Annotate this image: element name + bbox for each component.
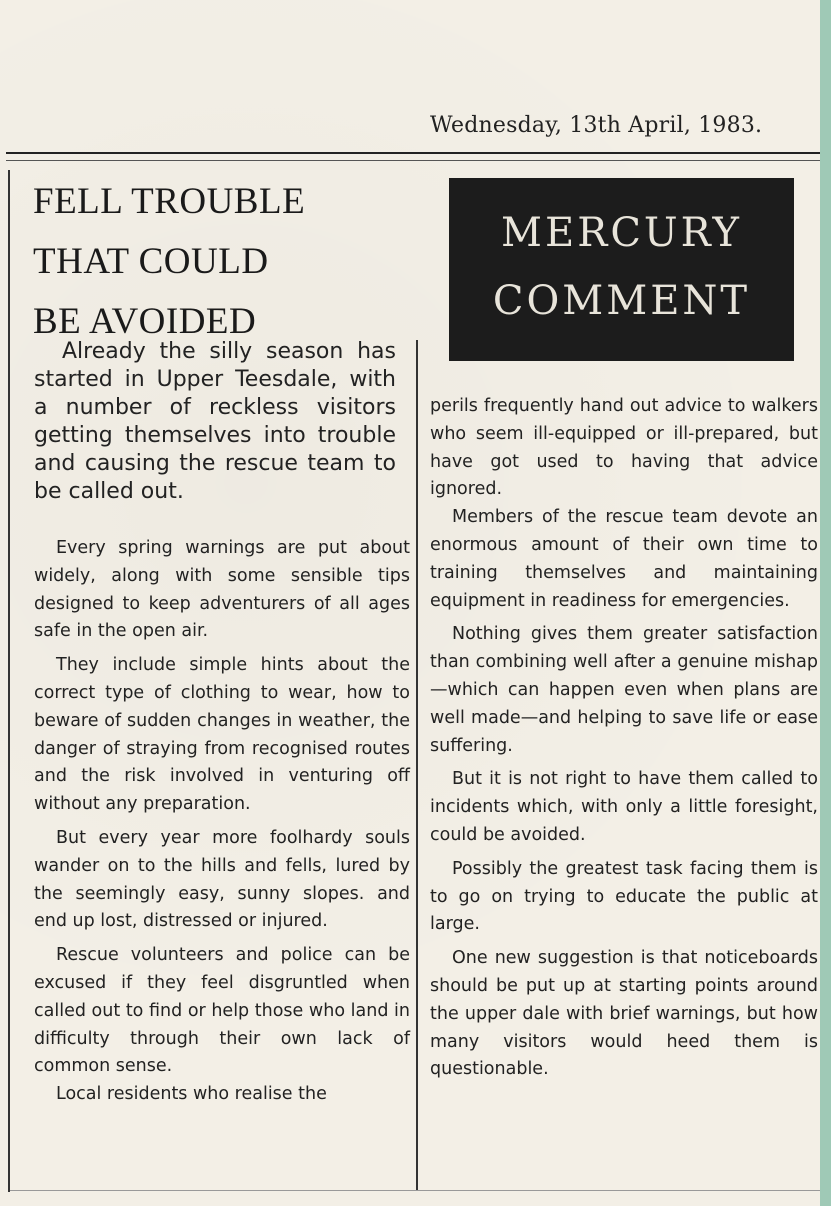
masthead-line-1: MERCURY <box>501 210 742 256</box>
headline-line-1: FELL TROUBLE <box>33 181 306 222</box>
body-paragraph: But every year more foolhardy souls wander on to the hills and fells, lured by the seemingly easy, sunny slopes. and end up lost, distressed or injured. <box>34 827 410 932</box>
lead-text: Already the silly season has started in Upper Teesdale, with a number of reckless visitors getting themselves into trouble and causing the rescue team to be called out. <box>34 339 396 504</box>
body-paragraph: Rescue volunteers and police can be excused if they feel disgruntled when called out to find or help those who land in difficulty through their own lack of common sense. <box>34 945 410 1077</box>
dateline: Wednesday, 13th April, 1983. <box>430 113 763 138</box>
left-column-rule <box>8 170 10 1192</box>
header-rule-thin <box>6 160 820 161</box>
bottom-rule <box>10 1190 820 1191</box>
body-paragraph: Every spring warnings are put about widely, along with some sensible tips designed to keep adventurers of all ages safe in the open air. <box>34 538 410 642</box>
body-paragraph: They include simple hints about the correct type of clothing to wear, how to beware of sudden changes in weather, the danger of straying from recognised routes and the risk involved in venturing off without any preparation. <box>34 655 410 815</box>
headline-line-2: THAT COULD <box>33 241 269 282</box>
body-paragraph: But it is not right to have them called to incidents which, with only a little foresight, could be avoided. <box>430 769 818 845</box>
headline-line-3: BE AVOIDED <box>33 301 257 342</box>
right-column <box>430 393 818 1084</box>
masthead-line-2: COMMENT <box>492 278 751 324</box>
headline <box>33 172 403 352</box>
body-paragraph: Possibly the greatest task facing them is to go on trying to educate the public at large. <box>430 858 818 935</box>
lead-paragraph <box>34 338 396 506</box>
left-column <box>34 535 410 1109</box>
center-column-rule <box>416 340 418 1190</box>
body-paragraph: One new suggestion is that noticeboards should be put up at starting points around the upper dale with brief warnings, but how many visitors would heed them is questionable. <box>430 948 818 1080</box>
body-paragraph: Nothing gives them greater satisfaction than combining well after a genuine mishap—which can happen even when plans are well made—and helping to save life or ease suffering. <box>430 624 818 756</box>
header-rule <box>6 152 820 154</box>
body-paragraph: Members of the rescue team devote an enormous amount of their own time to training themselves and maintaining equipment in readiness for emergencies. <box>430 507 818 611</box>
body-paragraph: perils frequently hand out advice to walkers who seem ill-equipped or ill-prepared, but have got used to having that advice ignored. <box>430 396 818 500</box>
body-paragraph: Local residents who realise the <box>56 1084 327 1105</box>
mercury-comment-masthead <box>449 178 794 361</box>
background-edge <box>820 0 831 1206</box>
